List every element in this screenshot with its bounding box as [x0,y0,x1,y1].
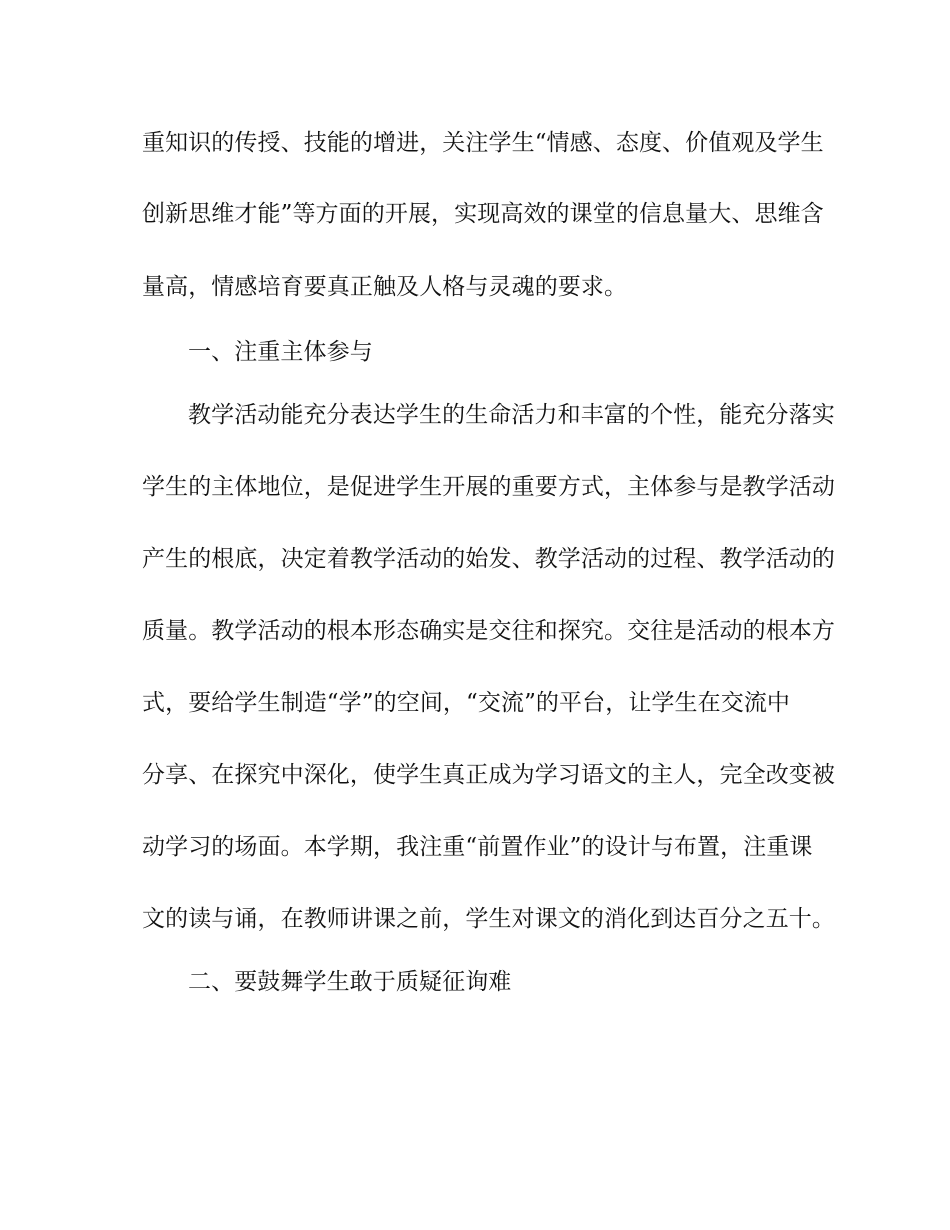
text-line: 式，要给学生制造“学”的空间，“交流”的平台，让学生在交流中 [142,690,791,716]
text-line: 教学活动能充分表达学生的生命活力和丰富的个性，能充分落实 [188,402,835,428]
text-line: 分享、在探究中深化，使学生真正成为学习语文的主人，完全改变被 [142,762,835,788]
text-line: 动学习的场面。本学期，我注重“前置作业”的设计与布置，注重课 [142,834,813,860]
text-line: 重知识的传授、技能的增进，关注学生“情感、态度、价值观及学生 [142,130,824,156]
text-line: 文的读与诵，在教师讲课之前，学生对课文的消化到达百分之五十。 [142,906,835,932]
text-line: 质量。教学活动的根本形态确实是交往和探究。交往是活动的根本方 [142,618,835,644]
text-line: 产生的根底，决定着教学活动的始发、教学活动的过程、教学活动的 [142,546,835,572]
text-line: 创新思维才能”等方面的开展，实现高效的课堂的信息量大、思维含 [142,201,824,227]
section-heading: 一、注重主体参与 [188,339,373,365]
text-line: 量高，情感培育要真正触及人格与灵魂的要求。 [142,274,628,300]
section-heading: 二、要鼓舞学生敢于质疑征询难 [188,969,512,995]
text-line: 学生的主体地位，是促进学生开展的重要方式，主体参与是教学活动 [142,474,835,500]
